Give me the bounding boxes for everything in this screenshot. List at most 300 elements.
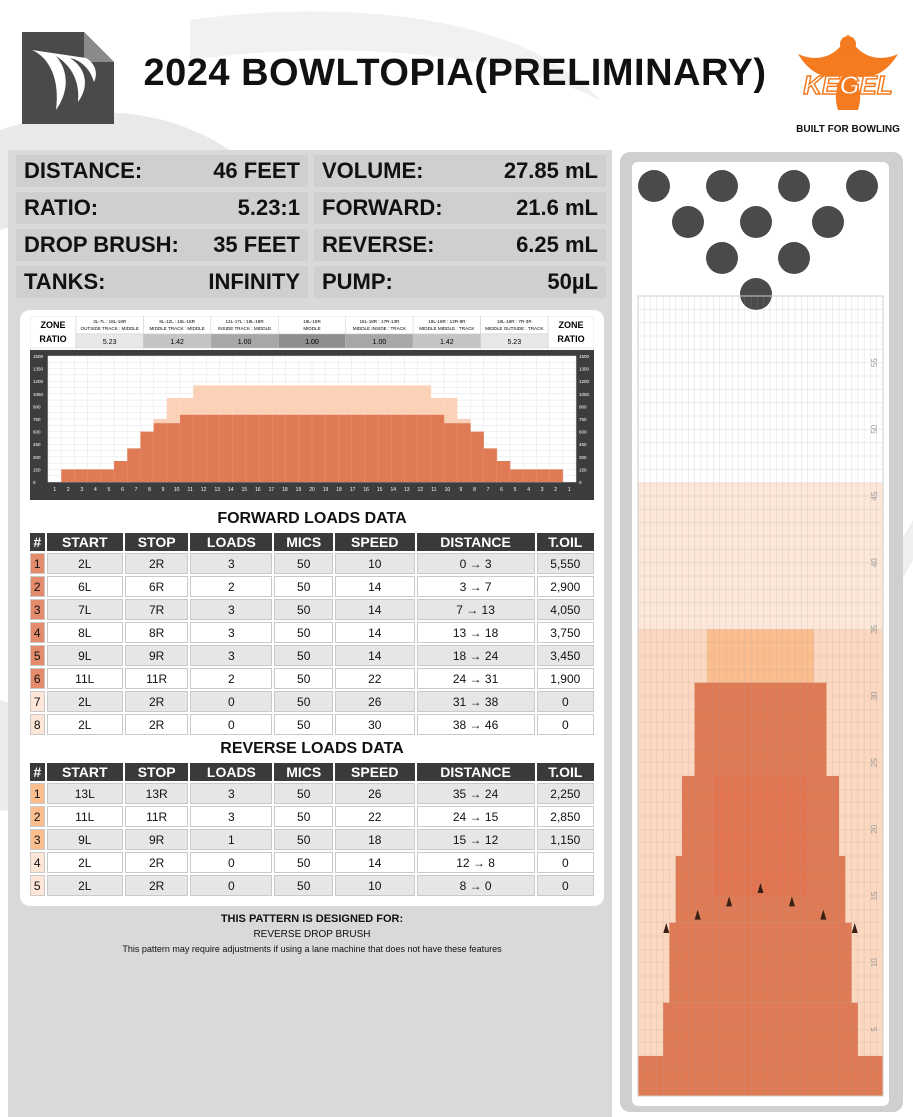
table-cell: 8L <box>47 622 123 643</box>
zone-header-label: ZONE <box>40 320 66 330</box>
table-cell: 3 <box>190 553 272 574</box>
pin-icon <box>812 206 844 238</box>
zone-name: MIDDLE <box>303 326 321 331</box>
table-cell: 26 <box>335 783 414 804</box>
board-label: 12 <box>417 487 424 493</box>
zone-ratio: 1.42 <box>440 339 454 346</box>
table-cell: 9R <box>125 829 188 850</box>
zone-name: MIDDLE TRACK : MIDDLE <box>149 326 205 331</box>
oil-bar-forward <box>101 469 115 482</box>
table-cell: 2R <box>125 553 188 574</box>
table-cell: 0 <box>537 875 594 896</box>
table-cell: 31 → 38 <box>417 691 535 712</box>
oil-bar-forward <box>404 415 418 482</box>
zone-name: OUTSIDE TRACK : MIDDLE <box>80 326 139 331</box>
table-cell: 50 <box>274 806 333 827</box>
board-label: 5 <box>513 487 517 493</box>
table-cell: 0 <box>190 691 272 712</box>
table-cell: 3,750 <box>537 622 594 643</box>
table-cell: 50 <box>274 691 333 712</box>
table-cell: 0 <box>537 714 594 735</box>
zone-ratio: 5.23 <box>102 339 117 346</box>
table-cell: 11L <box>47 668 123 689</box>
table-row <box>30 553 594 574</box>
spec-label: PUMP: <box>322 269 393 294</box>
table-row <box>30 668 594 689</box>
table-cell: 3 <box>190 599 272 620</box>
oil-bar-forward <box>233 415 247 482</box>
y-tick-label: 1200 <box>33 379 44 385</box>
oil-bar-forward <box>484 448 498 482</box>
column-header: LOADS <box>190 763 272 781</box>
table-cell: 18 → 24 <box>417 645 535 666</box>
y-tick-label: 1350 <box>579 366 590 372</box>
lane-foot-label: 45 <box>870 491 879 501</box>
zone-ratio: 1.00 <box>372 339 387 346</box>
spec-value: 21.6 mL <box>516 195 598 220</box>
column-header: DISTANCE <box>417 533 535 551</box>
table-cell: 8R <box>125 622 188 643</box>
row-number: 2 <box>30 576 45 597</box>
lane-foot-label: 25 <box>870 758 879 768</box>
header-row <box>30 533 594 551</box>
table-cell: 18 <box>335 829 414 850</box>
table-cell: 15 → 12 <box>417 829 535 850</box>
oil-bar-forward <box>378 415 392 482</box>
kegel-tagline: BUILT FOR BOWLING <box>796 124 900 135</box>
oil-bar-forward <box>246 415 260 482</box>
table-cell: 0 → 3 <box>417 553 535 574</box>
board-label: 16 <box>363 487 369 493</box>
spec-label: FORWARD: <box>322 195 443 220</box>
table-cell: 1 <box>190 829 272 850</box>
pin-icon <box>706 170 738 202</box>
table-cell: 22 <box>335 806 414 827</box>
zone-range: 8L-12L : 18L-18R <box>159 319 195 324</box>
board-label: 19 <box>322 487 329 493</box>
table-cell: 13 → 18 <box>417 622 535 643</box>
board-label: 15 <box>376 487 383 493</box>
table-cell: 9L <box>47 645 123 666</box>
oil-bar-forward <box>127 448 141 482</box>
pin-icon <box>638 170 670 202</box>
oil-bar-forward <box>418 415 432 482</box>
board-label: 14 <box>227 487 234 493</box>
table-cell: 50 <box>274 829 333 850</box>
table-cell: 2R <box>125 852 188 873</box>
table-cell: 2R <box>125 691 188 712</box>
zone-header-label: ZONE <box>558 320 584 330</box>
spec-label: RATIO: <box>24 195 99 220</box>
spec-drop-brush <box>16 229 308 261</box>
kegel-brand-text: KEGEL <box>803 70 893 100</box>
oil-bar-forward <box>431 415 445 482</box>
table-cell: 2R <box>125 875 188 896</box>
oil-bar-forward <box>299 415 313 482</box>
board-label: 9 <box>459 487 463 493</box>
lane-foot-label: 20 <box>870 824 879 834</box>
table-row <box>30 829 594 850</box>
table-cell: 9R <box>125 645 188 666</box>
oil-bar-forward <box>312 415 326 482</box>
table-cell: 50 <box>274 714 333 735</box>
board-label: 18 <box>282 487 288 493</box>
board-label: 18 <box>336 487 342 493</box>
table-row <box>30 714 594 735</box>
lane-foot-label: 35 <box>870 624 879 634</box>
oil-bar-forward <box>352 415 366 482</box>
table-cell: 35 → 24 <box>417 783 535 804</box>
table-cell: 1,900 <box>537 668 594 689</box>
table-row <box>30 599 594 620</box>
row-number: 3 <box>30 829 45 850</box>
zone-range: 3L-7L : 18L-18R <box>93 319 127 324</box>
reverse-title: REVERSE LOADS DATA <box>220 740 404 757</box>
forward-title: FORWARD LOADS DATA <box>217 510 407 527</box>
oil-bar-forward <box>114 461 128 482</box>
oil-bar-forward <box>259 415 273 482</box>
table-cell: 14 <box>335 852 414 873</box>
zone-ratio: 1.42 <box>170 339 184 346</box>
table-cell: 3 <box>190 622 272 643</box>
lane-foot-label: 15 <box>870 891 879 901</box>
column-header: STOP <box>125 533 188 551</box>
row-number: 1 <box>30 783 45 804</box>
table-cell: 7 → 13 <box>417 599 535 620</box>
table-cell: 13L <box>47 783 123 804</box>
zone-range: 13L-17L : 18L-18R <box>225 319 264 324</box>
y-tick-label: 150 <box>579 467 587 473</box>
pin-icon <box>846 170 878 202</box>
board-label: 10 <box>444 487 451 493</box>
y-tick-label: 0 <box>579 480 582 485</box>
board-label: 6 <box>500 487 503 493</box>
spec-value: 5.23:1 <box>237 195 300 220</box>
row-number: 5 <box>30 645 45 666</box>
lane-foot-label: 50 <box>870 424 879 434</box>
spec-label: VOLUME: <box>322 158 424 183</box>
column-header: STOP <box>125 763 188 781</box>
table-cell: 6L <box>47 576 123 597</box>
oil-bar-forward <box>510 469 524 482</box>
oil-bar-forward <box>167 423 181 482</box>
oil-bar-forward <box>457 423 471 482</box>
spec-forward <box>314 192 606 224</box>
table-cell: 38 → 46 <box>417 714 535 735</box>
oil-bar-forward <box>536 469 550 482</box>
pin-icon <box>706 242 738 274</box>
spec-value: 46 FEET <box>213 158 300 183</box>
table-row <box>30 875 594 896</box>
table-cell: 0 <box>190 852 272 873</box>
y-tick-label: 300 <box>579 454 587 460</box>
footer-feature: REVERSE DROP BRUSH <box>253 929 371 940</box>
zone-header-label: RATIO <box>557 334 585 344</box>
table-cell: 6R <box>125 576 188 597</box>
row-number: 4 <box>30 852 45 873</box>
table-cell: 50 <box>274 783 333 804</box>
zone-name: MIDDLE MIDDLE : TRACK <box>419 326 475 331</box>
y-tick-label: 450 <box>579 442 587 448</box>
row-number: 8 <box>30 714 45 735</box>
y-tick-label: 900 <box>33 404 41 410</box>
board-label: 17 <box>268 487 275 493</box>
column-header: LOADS <box>190 533 272 551</box>
board-label: 19 <box>295 487 302 493</box>
spec-label: DROP BRUSH: <box>24 232 179 257</box>
table-cell: 50 <box>274 645 333 666</box>
oil-bar-forward <box>61 469 74 482</box>
board-label: 2 <box>554 487 558 493</box>
column-header: MICS <box>274 763 333 781</box>
row-number: 3 <box>30 599 45 620</box>
y-tick-label: 1050 <box>33 391 44 397</box>
table-cell: 11R <box>125 668 188 689</box>
spec-label: DISTANCE: <box>24 158 143 183</box>
row-number: 2 <box>30 806 45 827</box>
table-cell: 14 <box>335 576 414 597</box>
board-label: 10 <box>173 487 180 493</box>
zone-ratio: 5.23 <box>507 339 522 346</box>
board-label: 1 <box>567 487 571 493</box>
table-cell: 24 → 15 <box>417 806 535 827</box>
board-label: 1 <box>53 487 57 493</box>
oil-forward-block <box>638 1056 883 1096</box>
row-number: 6 <box>30 668 45 689</box>
lane-foot-label: 10 <box>870 958 879 968</box>
y-tick-label: 150 <box>33 467 41 473</box>
table-cell: 50 <box>274 668 333 689</box>
zone-ratio: 1.00 <box>305 339 319 346</box>
board-label: 8 <box>473 487 476 493</box>
table-cell: 14 <box>335 645 414 666</box>
oil-bar-forward <box>180 415 194 482</box>
footer-heading: THIS PATTERN IS DESIGNED FOR: <box>220 913 404 925</box>
column-header: SPEED <box>335 533 414 551</box>
table-cell: 2,250 <box>537 783 594 804</box>
table-cell: 24 → 31 <box>417 668 535 689</box>
oil-graph <box>30 316 594 500</box>
table-cell: 2L <box>47 691 123 712</box>
board-label: 15 <box>241 487 248 493</box>
table-row <box>30 783 594 804</box>
oil-bar-forward <box>550 469 564 482</box>
board-label: 4 <box>527 487 531 493</box>
spec-label: REVERSE: <box>322 232 435 257</box>
pin-icon <box>672 206 704 238</box>
table-cell: 2 <box>190 668 272 689</box>
board-label: 12 <box>200 487 207 493</box>
spec-value: 35 FEET <box>213 232 300 257</box>
board-label: 3 <box>80 487 84 493</box>
column-header: START <box>47 763 123 781</box>
table-cell: 1,150 <box>537 829 594 850</box>
y-tick-label: 600 <box>579 429 587 435</box>
pin-icon <box>778 170 810 202</box>
table-cell: 13R <box>125 783 188 804</box>
oil-bar-forward <box>365 415 379 482</box>
table-cell: 2,900 <box>537 576 594 597</box>
y-tick-label: 300 <box>33 454 41 460</box>
table-cell: 50 <box>274 576 333 597</box>
spec-value: INFINITY <box>208 269 300 294</box>
oil-bar-forward <box>74 469 88 482</box>
board-label: 20 <box>309 487 315 493</box>
table-row <box>30 645 594 666</box>
spec-tanks <box>16 266 308 298</box>
zone-header-label: RATIO <box>39 334 67 344</box>
table-cell: 26 <box>335 691 414 712</box>
oil-bar-forward <box>140 432 154 482</box>
y-tick-label: 750 <box>579 417 587 422</box>
table-cell: 0 <box>190 714 272 735</box>
table-cell: 3 <box>190 783 272 804</box>
table-cell: 3,450 <box>537 645 594 666</box>
board-label: 17 <box>349 487 356 493</box>
table-cell: 14 <box>335 599 414 620</box>
y-tick-label: 1050 <box>579 391 590 397</box>
oil-bar-forward <box>470 432 484 482</box>
table-cell: 50 <box>274 622 333 643</box>
board-label: 13 <box>214 487 221 493</box>
zone-name: MIDDLE INSIDE : TRACK <box>352 326 407 331</box>
reverse-loads-table <box>28 761 596 898</box>
table-cell: 0 <box>190 875 272 896</box>
table-cell: 2R <box>125 714 188 735</box>
spec-value: 50µL <box>547 269 598 294</box>
table-row <box>30 852 594 873</box>
board-label: 2 <box>66 487 70 493</box>
table-cell: 2L <box>47 852 123 873</box>
lane-foot-label: 40 <box>870 558 879 568</box>
board-label: 3 <box>540 487 544 493</box>
board-label: 7 <box>134 487 138 493</box>
column-header: # <box>30 533 45 551</box>
table-cell: 12 → 8 <box>417 852 535 873</box>
table-cell: 0 <box>537 852 594 873</box>
table-cell: 2L <box>47 714 123 735</box>
footer-note: This pattern may require adjustments if using a lane machine that does not have these features <box>122 944 502 954</box>
spec-volume <box>314 155 606 187</box>
board-label: 16 <box>255 487 261 493</box>
table-cell: 30 <box>335 714 414 735</box>
spec-distance <box>16 155 308 187</box>
table-cell: 9L <box>47 829 123 850</box>
board-label: 13 <box>403 487 410 493</box>
table-cell: 11L <box>47 806 123 827</box>
board-label: 5 <box>107 487 111 493</box>
spec-label: TANKS: <box>24 269 106 294</box>
board-label: 4 <box>93 487 97 493</box>
table-row <box>30 806 594 827</box>
spec-ratio <box>16 192 308 224</box>
board-label: 9 <box>161 487 165 493</box>
column-header: START <box>47 533 123 551</box>
table-cell: 2L <box>47 553 123 574</box>
board-label: 11 <box>431 487 437 493</box>
spec-value: 6.25 mL <box>516 232 598 257</box>
column-header: SPEED <box>335 763 414 781</box>
table-cell: 5,550 <box>537 553 594 574</box>
y-tick-label: 450 <box>33 442 41 448</box>
oil-bar-forward <box>444 423 458 482</box>
oil-bar-forward <box>286 415 300 482</box>
oil-bar-forward <box>88 469 102 482</box>
forward-loads-table <box>28 531 596 737</box>
lane-foot-label: 30 <box>870 691 879 701</box>
zone-range: 18L-18R : 7R-3R <box>496 319 532 324</box>
y-tick-label: 0 <box>33 480 36 485</box>
oil-bar-forward <box>523 469 537 482</box>
y-tick-label: 1350 <box>33 366 44 372</box>
zone-range: 18L-18R : 12R-8R <box>428 319 466 324</box>
table-cell: 50 <box>274 553 333 574</box>
table-cell: 2L <box>47 875 123 896</box>
table-row <box>30 622 594 643</box>
pin-icon <box>740 206 772 238</box>
table-cell: 7L <box>47 599 123 620</box>
column-header: # <box>30 763 45 781</box>
oil-reverse-overlay <box>713 776 807 896</box>
oil-bar-forward <box>325 415 339 482</box>
oil-forward-block <box>695 683 827 776</box>
table-cell: 10 <box>335 553 414 574</box>
board-label: 7 <box>486 487 490 493</box>
pin-icon <box>778 242 810 274</box>
y-tick-label: 900 <box>579 404 587 410</box>
lane-graphic <box>632 162 889 1106</box>
column-header: DISTANCE <box>417 763 535 781</box>
table-cell: 22 <box>335 668 414 689</box>
table-cell: 2 <box>190 576 272 597</box>
lane-foot-label: 5 <box>870 1027 879 1032</box>
row-number: 4 <box>30 622 45 643</box>
document-logo-icon <box>20 30 116 126</box>
table-row <box>30 576 594 597</box>
board-label: 11 <box>187 487 193 493</box>
oil-bar-forward <box>497 461 511 482</box>
oil-bar-forward <box>272 415 286 482</box>
row-number: 5 <box>30 875 45 896</box>
header-row <box>30 763 594 781</box>
spec-pump <box>314 266 606 298</box>
table-cell: 3 <box>190 645 272 666</box>
y-tick-label: 600 <box>33 429 41 435</box>
zone-range: 18L-18R : 17R-13R <box>359 319 400 324</box>
column-header: T.OIL <box>537 533 594 551</box>
table-cell: 7R <box>125 599 188 620</box>
table-cell: 11R <box>125 806 188 827</box>
lane-foot-label: 55 <box>870 358 879 368</box>
oil-bar-forward <box>391 415 405 482</box>
oil-bar-forward <box>220 415 234 482</box>
row-number: 1 <box>30 553 45 574</box>
oil-bar-forward <box>338 415 352 482</box>
y-tick-label: 750 <box>33 417 41 422</box>
column-header: MICS <box>274 533 333 551</box>
page-title: 2024 BOWLTOPIA(PRELIMINARY) <box>143 52 767 94</box>
board-label: 6 <box>121 487 124 493</box>
table-cell: 8 → 0 <box>417 875 535 896</box>
zone-name: MIDDLE OUTSIDE : TRACK <box>485 326 544 331</box>
table-cell: 50 <box>274 875 333 896</box>
zone-name: INSIDE TRACK : MIDDLE <box>217 326 272 331</box>
board-label: 14 <box>390 487 397 493</box>
row-number: 7 <box>30 691 45 712</box>
zone-range: 18L-18R <box>303 319 321 324</box>
y-tick-label: 1200 <box>579 379 590 385</box>
kegel-logo-icon <box>790 14 906 140</box>
